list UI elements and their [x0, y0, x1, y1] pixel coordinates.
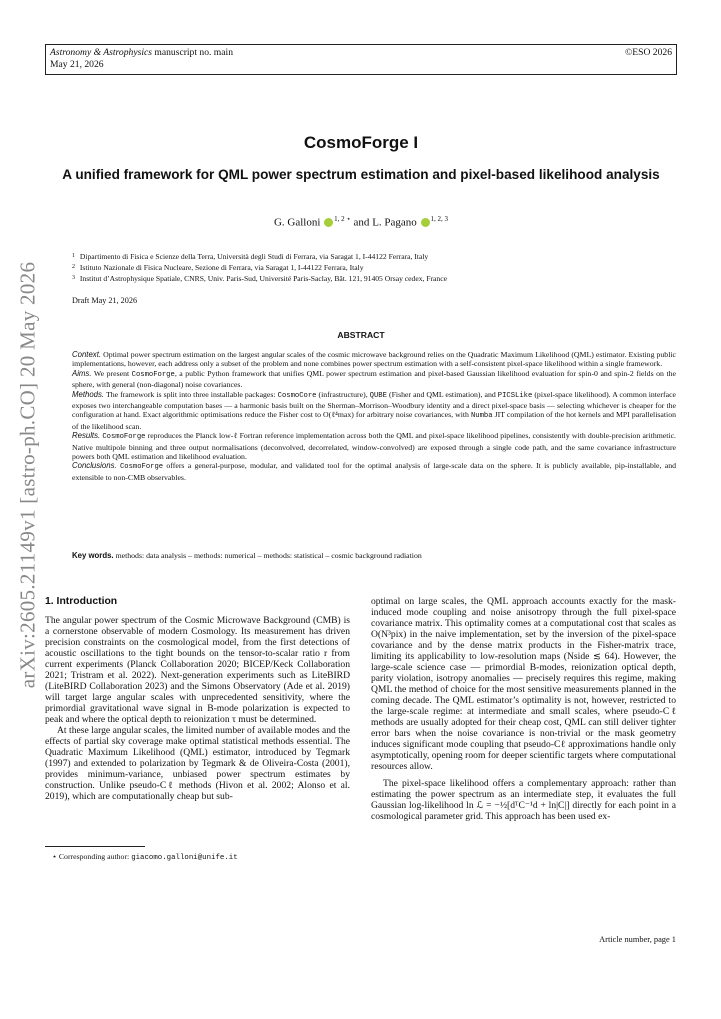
arxiv-id: arXiv:2605.21149v1 [astro-ph.CO] 20 May 2026: [15, 261, 40, 689]
affiliation-item: 1 Dipartimento di Fisica e Scienze della Terra, Università degli Studi di Ferrara, via Saragat 1, I-44122 Ferrara, Italy: [72, 252, 429, 261]
manuscript-header: [45, 44, 677, 75]
header-date: May 21, 2026: [50, 59, 104, 70]
author-name: L. Pagano: [372, 216, 417, 229]
paragraph: The angular power spectrum of the Cosmic Microwave Background (CMB) is a cornerstone observable of modern Cosmology. Its measurement has driven precision constraints on the cosmological model, from the first detections of acoustic oscillations to the tight bounds on the tensor-to-scalar ratio r from current experiments (Planck Collaboration 2020; BICEP/Keck Collaboration 2021; Tristram et al. 2022). Next-generation experiments such as LiteBIRD (LiteBIRD Collaboration 2023) and the Simons Observatory (Ade et al. 2019) will target large angular scales with unprecedented sensitivity, where the primordial gravitational wave signal in B-mode polarization is expected to peak and where the optical depth to reionization τ must be determined.: [45, 615, 350, 725]
draft-date: Draft May 21, 2026: [72, 296, 138, 305]
header-journal-line: [50, 47, 672, 59]
email-link[interactable]: giacomo.galloni@unife.it: [131, 854, 238, 862]
arxiv-stamp: [8, 261, 48, 689]
author-list: [45, 215, 677, 229]
affiliation-item: 2 Istituto Nazionale di Fisica Nucleare, Sezione di Ferrara, via Saragat 1, I-44122 Ferrara, Italy: [72, 263, 364, 272]
paper-subtitle: A unified framework for QML power spectrum estimation and pixel-based likelihood analysis: [62, 167, 660, 182]
footnote: ⋆ Corresponding author: giacomo.galloni@unife.it: [52, 852, 238, 862]
left-column: [45, 596, 350, 802]
orcid-icon[interactable]: [421, 218, 430, 227]
abstract-heading: ABSTRACT: [337, 330, 385, 340]
affiliations: [72, 251, 672, 284]
abstract-body: [72, 350, 676, 482]
paper-title: CosmoForge I: [303, 133, 419, 152]
abstract-results: Results. CosmoForge reproduces the Planck low-ℓ Fortran reference implementation across both the QML and pixel-space likelihood pipelines, consistently with double-precision arithmetic. Native multipole binning and three output normalisations (deconvolved, decorrelated, window-convolved) are exposed through a single code path, and the same covariance infrastructure powers both QML estimation and likelihood evaluation.: [72, 431, 677, 462]
affiliation-item: 3 Institut d’Astrophysique Spatiale, CNRS, Univ. Paris-Sud, Université Paris-Saclay, Bât. 121, 91405 Orsay cedex, France: [72, 274, 447, 283]
orcid-icon[interactable]: [324, 218, 333, 227]
paragraph: The pixel-space likelihood offers a complementary approach: rather than estimating the power spectrum as an intermediate step, it evaluates the full Gaussian log-likelihood ln ℒ = −½[dᵀC⁻¹d + ln|C|] directly for each point in a cosmological parameter grid. This approach has been used ex-: [371, 778, 676, 822]
keywords: Key words. methods: data analysis – methods: numerical – methods: statistical – cosmic background radiation: [72, 551, 422, 560]
abstract-aims: Aims. We present CosmoForge, a public Python framework that unifies QML power spectrum estimation and pixel-based Gaussian likelihood evaluation for spin-0 and spin-2 fields on the sphere, with general (non-diagonal) noise covariances.: [72, 368, 676, 390]
page-footer: Article number, page 1: [599, 935, 676, 944]
paragraph: At these large angular scales, the limited number of available modes and the effects of partial sky coverage make optimal statistical methods essential. The Quadratic Maximum Likelihood (QML) estimator, introduced by Tegmark (1997) and extended to polarization by Tegmark & de Oliveira-Costa (2001), provides minimum-variance, unbiased power spectrum estimates by construction. Unlike pseudo-Cℓ methods (Hivon et al. 2002; Alonso et al. 2019), which are computationally cheap but sub-: [45, 725, 350, 802]
abstract-methods: Methods. The framework is split into three installable packages: CosmoCore (infrastructure), QUBE (Fisher and QML estimation), and PICSLike (pixel-space likelihood). A common interface exposes two interchangeable computation bases — a harmonic basis built on the Sherman–Morrison–Woodbury identity and a direct pixel-space basis — selecting whichever is cheaper for the configuration at hand. Exact algorithmic optimisations reduce the Fisher cost to O(ℓ⁴max) for arbitrary noise covariances, with Numba JIT compilation of the hot kernels and MPI parallelisation of the likelihood scan.: [72, 389, 677, 431]
author-name: G. Galloni: [273, 216, 321, 229]
footnote-rule: [45, 846, 145, 847]
section-heading: 1. Introduction: [45, 596, 118, 607]
paragraph: optimal on large scales, the QML approach accounts exactly for the mask-induced mode coupling and noise anisotropy through the full pixel-space covariance matrix. This optimality comes at a computational cost that scales as O(N³pix) in the naive implementation, set by the inversion of the pixel-space covariance and by the dense matrix products in the Fisher-matrix trace, limiting its applicability to low-resolution maps (Nside ≲ 64). However, the large-scale science case — primordial B-modes, reionization optical depth, parity violation, isotropy anomalies — precisely requires this regime, making QML the method of choice for the most sensitive measurements planned in the coming decade. The QML estimator’s optimality is not, however, restricted to the large-scale regime: at intermediate and small scales, where pseudo-Cℓ methods are usually adopted for their cheap cost, QML can still deliver tighter error bars when the noise covariance is non-trivial or the mask geometry induces significant mode coupling that pseudo-Cℓ approximations handle only asymptotically, opening room for deeper scientific targets where computational resources allow.: [371, 596, 676, 772]
manuscript-id: manuscript no. main: [154, 47, 233, 58]
copyright: ©ESO 2026: [625, 47, 672, 58]
abstract-conclusions: Conclusions. CosmoForge offers a general-purpose, modular, and validated tool for the optimal analysis of large-scale data on the sphere. It is publicly available, pip-installable, and extensible to non-CMB observables.: [72, 461, 677, 482]
abstract-context: Context. Optimal power spectrum estimation on the largest angular scales of the cosmic microwave background relies on the Quadratic Maximum Likelihood (QML) estimator. Existing public implementations, however, each address only a subset of the problem and none combines power spectrum estimation with a self-consistent pixel-space likelihood within a single framework.: [72, 350, 677, 369]
right-column: [371, 596, 676, 822]
author-affil-marks: 1, 2, 3: [430, 215, 449, 223]
author-affil-marks: 1, 2 ⋆: [334, 215, 351, 223]
journal-name: Astronomy & Astrophysics: [50, 47, 152, 58]
author-connector: and: [353, 216, 370, 229]
